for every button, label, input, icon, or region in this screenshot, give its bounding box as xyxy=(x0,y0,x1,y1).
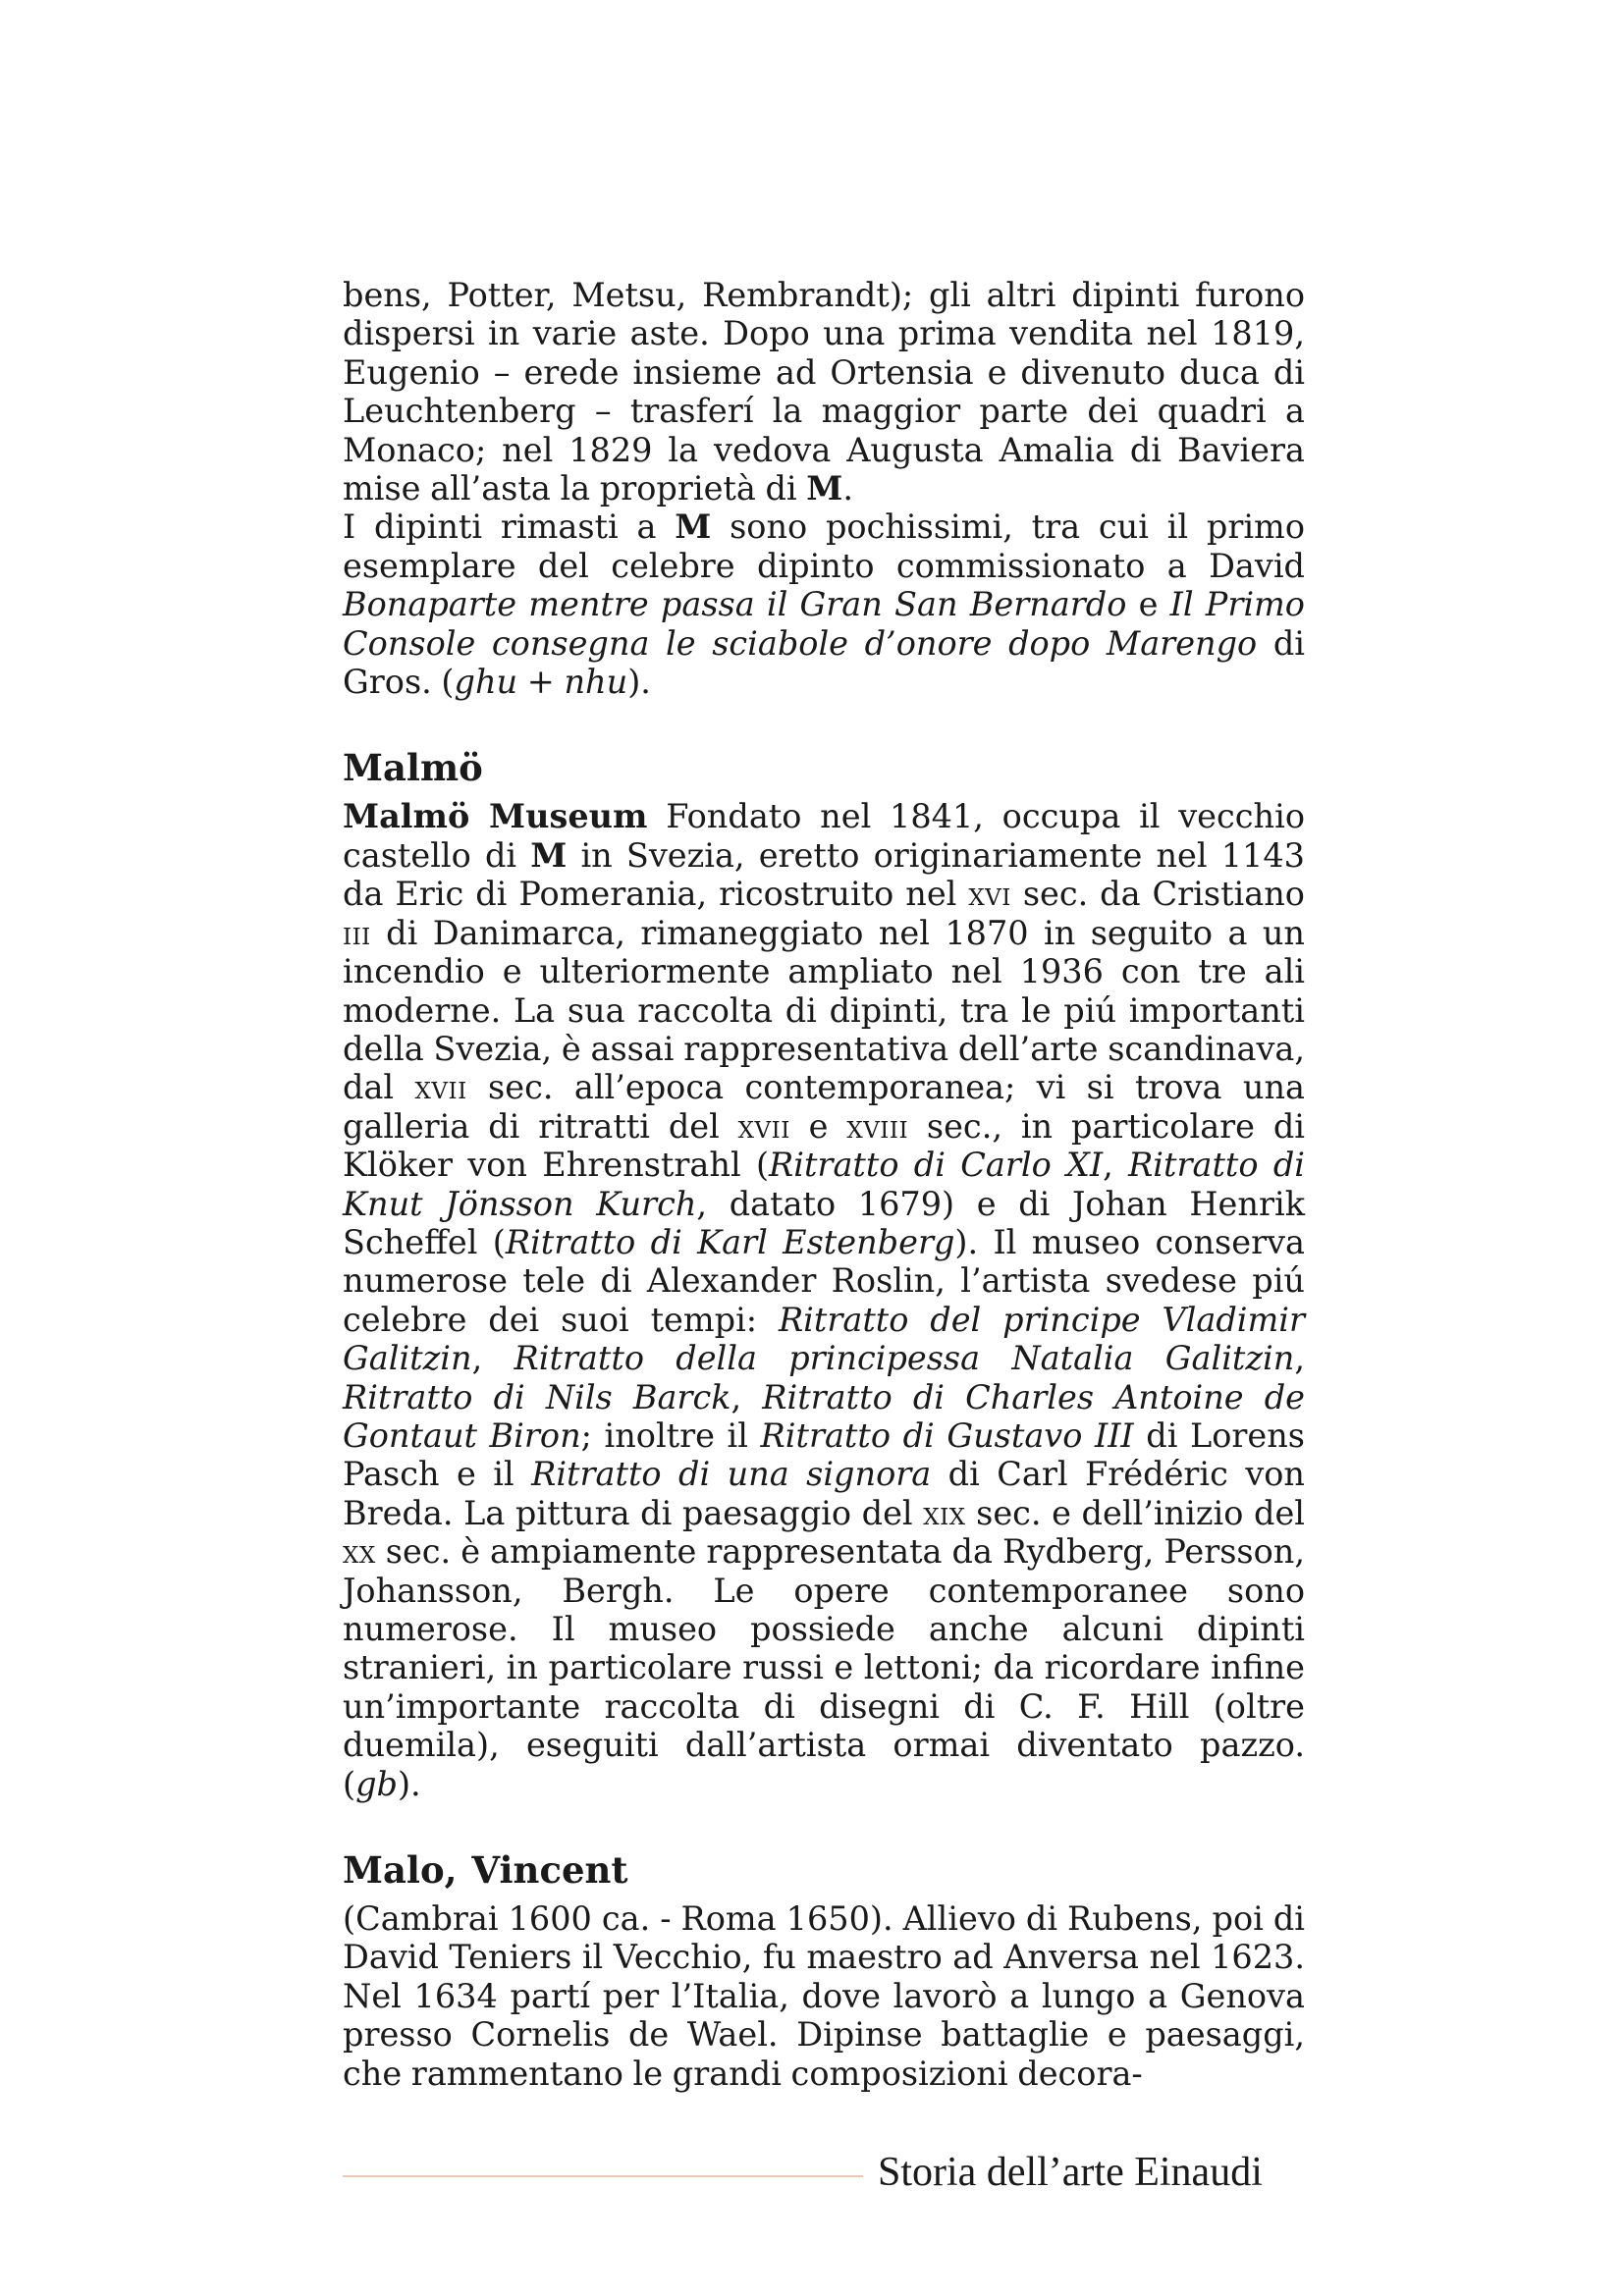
text-run: bens, Potter, Metsu, Rembrandt); gli altri dipinti furono dispersi in varie aste. Dopo una prima vendita nel 1819, Eugenio – erede insieme ad Ortensia e divenuto duca di Leuchtenberg – trasferí la maggior parte dei quadri a Monaco; nel 1829 la vedova Augusta Amalia di Baviera mise all’asta la proprietà di xyxy=(343,276,1305,508)
text-run: sec. da Cristiano xyxy=(1010,875,1305,914)
text-run: sec. e dell’inizio del xyxy=(965,1493,1305,1532)
artwork-title: Ritratto di Gustavo III xyxy=(760,1415,1134,1455)
text-run: I dipinti rimasti a xyxy=(343,507,676,547)
text-run: ; inoltre il xyxy=(580,1415,761,1455)
text-run: sec., in particolare di Klöker von Ehrenstrahl ( xyxy=(343,1106,1305,1185)
regnal-numeral: iii xyxy=(343,913,371,952)
artwork-title: Ritratto di Knut Jönsson Kurch xyxy=(343,1146,1305,1223)
entry-body-malo: (Cambrai 1600 ca. - Roma 1650). Allievo di Rubens, poi di David Teniers il Vecchio, fu maestro ad Anversa nel 1623. Nel 1634 partí per l’Italia, dove lavorò a lungo a Genova presso Cornelis de Wael. Dipinse battaglie e paesaggi, che rammentano le grandi composizioni decora- xyxy=(343,1899,1305,2093)
artwork-title: Ritratto della principessa Natalia Galitzin xyxy=(514,1339,1295,1378)
century-numeral: xviii xyxy=(846,1106,909,1146)
author-initials: gb xyxy=(355,1764,398,1803)
artwork-title: Ritratto di una signora xyxy=(531,1455,932,1494)
century-numeral: xvii xyxy=(414,1068,467,1107)
century-numeral: xx xyxy=(343,1532,376,1572)
museum-name: Malmö Museum xyxy=(343,797,648,836)
century-numeral: xvii xyxy=(737,1106,790,1146)
page-content xyxy=(343,276,1305,2093)
place-abbreviation: M xyxy=(530,835,568,875)
century-numeral: xvi xyxy=(968,875,1011,914)
text-run: sec. all’epoca contemporanea; vi si trova una galleria di ritratti del xyxy=(343,1068,1305,1146)
place-abbreviation: M xyxy=(675,507,712,547)
text-run: , xyxy=(1103,1146,1129,1185)
artwork-title: Bonaparte mentre passa il Gran San Bernardo xyxy=(343,585,1127,624)
text-run: . xyxy=(842,469,854,508)
text-run: , datato 1679) e di Johan Henrik Scheffel ( xyxy=(343,1184,1305,1261)
artwork-title: Ritratto di Charles Antoine de Gontaut Biron xyxy=(343,1377,1305,1455)
artwork-title: Il Primo Console consegna le sciabole d’onore dopo Marengo xyxy=(343,585,1305,663)
text-run: in Svezia, eretto originariamente nel 1143 da Eric di Pomerania, ricostruito nel xyxy=(343,835,1305,914)
text-run: , xyxy=(730,1377,763,1416)
artwork-title: Ritratto di Karl Estenberg xyxy=(505,1222,955,1261)
continuation-paragraph xyxy=(343,276,1305,507)
text-run: ). xyxy=(627,663,651,702)
text-run: ). Il museo conserva numerose tele di Alexander Roslin, l’artista svedese piú celebre dei suoi tempi: xyxy=(343,1222,1305,1339)
footer-rule xyxy=(343,2175,863,2177)
century-numeral: xix xyxy=(923,1493,966,1532)
artwork-title: Ritratto del principe Vladimir Galitzin xyxy=(343,1300,1305,1378)
footer-title: Storia dell’arte Einaudi xyxy=(878,2150,1263,2195)
author-initials: ghu + nhu xyxy=(454,663,628,702)
text-run: sec. è ampiamente rappresentata da Rydberg, Persson, Johansson, Bergh. Le opere contemporanee sono numerose. Il museo possiede anche alcuni dipinti stranieri, in particolare russi e lettoni; da ricordare infine un’importante raccolta di disegni di C. F. Hill (oltre duemila), eseguiti dall’artista ormai diventato pazzo. ( xyxy=(343,1532,1305,1803)
text-run: e xyxy=(1126,585,1170,624)
entry-title-malmo: Malmö xyxy=(343,746,483,790)
text-run: sono pochissimi, tra cui il primo esemplare del celebre dipinto commissionato a David xyxy=(343,507,1305,585)
text-run: di Gros. ( xyxy=(343,623,1305,702)
entry-body-malmo xyxy=(343,797,1305,1803)
artwork-title: Ritratto di Nils Barck xyxy=(343,1377,731,1416)
text-run: e xyxy=(789,1106,847,1146)
text-run: di Carl Frédéric von Breda. La pittura di paesaggio del xyxy=(343,1455,1305,1532)
entry-title-malo: Malo, Vincent xyxy=(343,1848,628,1893)
text-run: di Danimarca, rimaneggiato nel 1870 in seguito a un incendio e ulteriormente ampliato nel 1936 con tre ali moderne. La sua raccolta di dipinti, tra le piú importanti della Svezia, è assai rappresentativa dell’arte scandinava, dal xyxy=(343,913,1305,1107)
text-run: , xyxy=(1294,1339,1305,1378)
artwork-title: Ritratto di Carlo XI xyxy=(769,1146,1104,1185)
continuation-paragraph-2 xyxy=(343,507,1305,701)
text-run: Fondato nel 1841, occupa il vecchio castello di xyxy=(343,797,1305,875)
text-run: , xyxy=(471,1339,514,1378)
text-run: ). xyxy=(397,1764,421,1803)
place-abbreviation: M xyxy=(806,469,843,508)
text-run: di Lorens Pasch e il xyxy=(343,1415,1305,1494)
